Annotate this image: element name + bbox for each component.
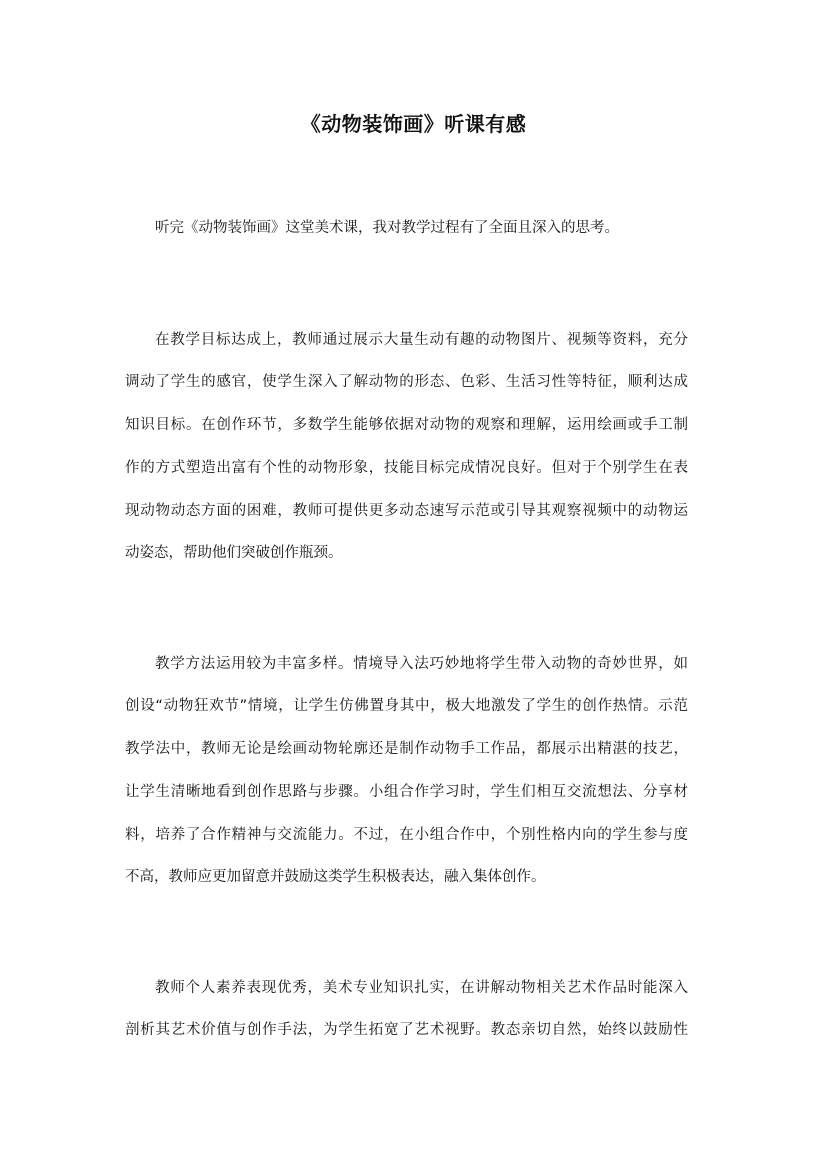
paragraph-3-line-1: 教学方法运用较为丰富多样。情境导入法巧妙地将学生带入动物的奇妙世界，如 <box>155 656 688 672</box>
document-title: 《动物装饰画》听课有感 <box>300 112 527 136</box>
paragraph-2-line-1: 在教学目标达成上，教师通过展示大量生动有趣的动物图片、视频等资料，充分 <box>155 332 688 348</box>
paragraph-2-line-4: 作的方式塑造出富有个性的动物形象，技能目标完成情况良好。但对于个别学生在表 <box>125 460 688 476</box>
paragraph-3-line-5: 料，培养了合作精神与交流能力。不过，在小组合作中，个别性格内向的学生参与度 <box>125 827 688 843</box>
paragraph-2-line-5: 现动物动态方面的困难，教师可提供更多动态速写示范或引导其观察视频中的动物运 <box>125 503 688 519</box>
paragraph-4-line-2: 剖析其艺术价值与创作手法，为学生拓宽了艺术视野。教态亲切自然，始终以鼓励性 <box>125 1022 688 1038</box>
paragraph-3-line-6: 不高，教师应更加留意并鼓励这类学生积极表达，融入集体创作。 <box>125 869 546 885</box>
paragraph-3-line-4: 让学生清晰地看到创作思路与步骤。小组合作学习时，学生们相互交流想法、分享材 <box>125 784 688 800</box>
paragraph-3-line-3: 教学法中，教师无论是绘画动物轮廓还是制作动物手工作品，都展示出精湛的技艺， <box>125 741 688 757</box>
paragraph-2-line-2: 调动了学生的感官，使学生深入了解动物的形态、色彩、生活习性等特征，顺利达成 <box>125 374 688 390</box>
paragraph-1-line-1: 听完《动物装饰画》这堂美术课，我对教学过程有了全面且深入的思考。 <box>155 220 619 236</box>
paragraph-2-line-6: 动姿态，帮助他们突破创作瓶颈。 <box>125 545 343 561</box>
paragraph-3-line-2: 创设“动物狂欢节”情境，让学生仿佛置身其中，极大地激发了学生的创作热情。示范 <box>125 698 688 714</box>
paragraph-4-line-1: 教师个人素养表现优秀，美术专业知识扎实，在讲解动物相关艺术作品时能深入 <box>155 980 688 996</box>
paragraph-2-line-3: 知识目标。在创作环节，多数学生能够依据对动物的观察和理解，运用绘画或手工制 <box>125 417 688 433</box>
